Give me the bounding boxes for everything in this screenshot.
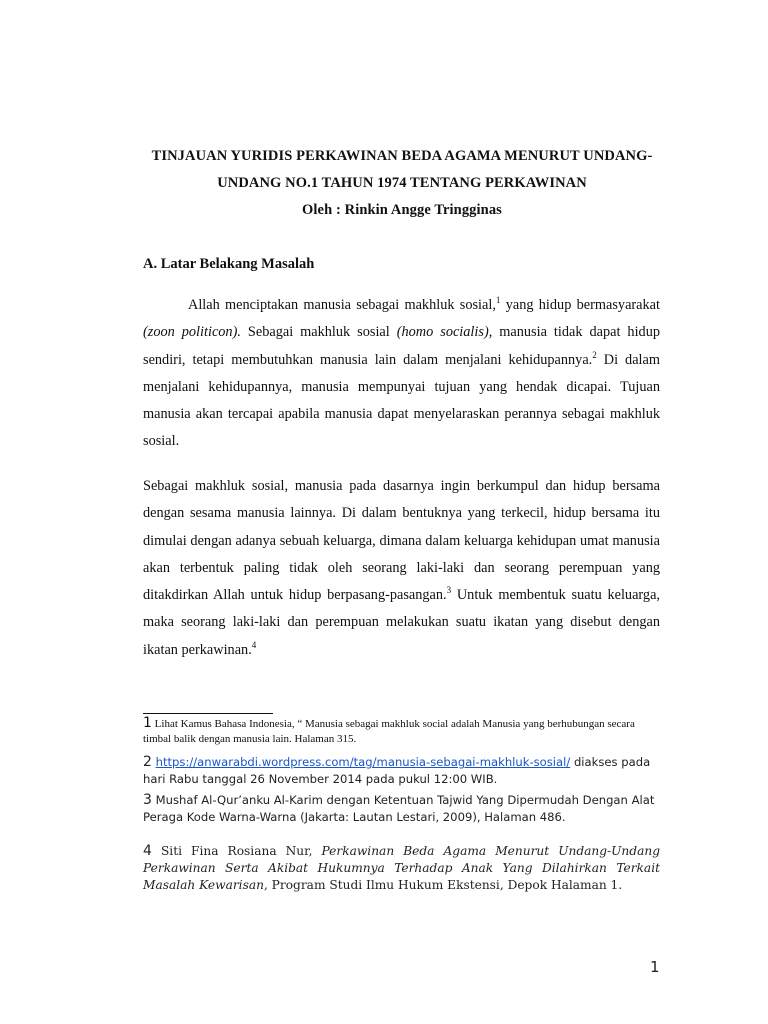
para-2-text: Sebagai makhluk sosial, manusia pada dasarnya ingin berkumpul dan hidup bersama dengan sesama manusia lainnya. Di dalam bentuknya yang terkecil, hidup bersama itu dimulai dengan adanya sebuah keluarga, dimana dalam keluarga kehidupan umat manusia akan terbentuk paling tidak oleh seorang laki-laki dan seorang perempuan yang ditakdirkan Allah untuk hidup berpasang-pasangan. xyxy=(143,478,660,604)
footnote-text: Lihat Kamus Bahasa Indonesia, “ Manusia sebagai makhluk social adalah Manusia yang berhubungan secara timbal balik dengan manusia lain. Halaman 315. xyxy=(143,718,635,745)
para-1-text: yang hidup bermasyarakat xyxy=(500,297,660,313)
document-title-line-2: UNDANG NO.1 TAHUN 1974 TENTANG PERKAWINAN xyxy=(217,175,587,191)
footnote-3 xyxy=(143,792,660,826)
footnote-italic-title: Perkawinan Beda Agama Menurut Undang-Undang Perkawinan Serta Akibat Hukumnya Terhadap Anak Yang Dilahirkan Terkait Masalah Kewarisan xyxy=(143,844,660,892)
para-1-italic-term: (zoon politicon). xyxy=(143,324,241,341)
section-heading: A. Latar Belakang Masalah xyxy=(143,256,315,272)
para-1-text: Sebagai makhluk sosial xyxy=(240,324,397,341)
para-1-text: manusia tidak dapat hidup sendiri, tetapi membutuhkan manusia lain dalam menjalani kehidupannya. xyxy=(143,324,660,368)
document-title-line-1: TINJAUAN YURIDIS PERKAWINAN BEDA AGAMA MENURUT UNDANG- xyxy=(151,148,653,164)
footnote-2 xyxy=(143,754,660,788)
footnote-text: Siti Fina Rosiana Nur, xyxy=(151,844,322,858)
footnote-text: Mushaf Al-Qur’anku Al-Karim dengan Ketentuan Tajwid Yang Dipermudah Dengan Alat Peraga Kode Warna-Warna (Jakarta: Lautan Lestari, 2009), Halaman 486. xyxy=(143,793,655,824)
footnote-4 xyxy=(143,843,660,894)
footnote-separator xyxy=(143,713,273,714)
footnote-text: , Program Studi Ilmu Hukum Ekstensi, Depok Halaman 1. xyxy=(263,878,623,892)
footnote-number: 4 xyxy=(143,843,152,859)
para-1-text: Di dalam menjalani kehidupannya, manusia mempunyai tujuan yang hendak dicapai. Tujuan manusia akan tercapai apabila manusia dapat menyelaraskan perannya sebagai makhluk sosial. xyxy=(143,351,660,450)
para-1-text: Allah menciptakan manusia sebagai makhluk sosial, xyxy=(188,297,496,313)
author-line: Oleh : Rinkin Angge Tringginas xyxy=(302,202,502,218)
footnote-1 xyxy=(143,716,660,747)
para-2-text: Untuk membentuk suatu keluarga, maka seorang laki-laki dan perempuan melakukan suatu ikatan yang disebut dengan ikatan perkawinan. xyxy=(143,587,660,658)
footnote-ref-2: 2 xyxy=(592,349,597,360)
para-1-italic-term: (homo socialis), xyxy=(396,324,493,341)
footnote-ref-1: 1 xyxy=(495,295,501,306)
footnote-number: 2 xyxy=(143,754,152,770)
footnote-number: 3 xyxy=(143,792,152,808)
footnote-text: diakses pada hari Rabu tanggal 26 November 2014 pada pukul 12:00 WIB. xyxy=(143,755,651,786)
body-paragraph-2 xyxy=(143,473,660,664)
body-paragraph-1 xyxy=(143,292,660,456)
footnote-ref-4: 4 xyxy=(251,640,257,651)
footnote-ref-3: 3 xyxy=(446,585,452,596)
footnote-url-link[interactable]: https://anwarabdi.wordpress.com/tag/manusia-sebagai-makhluk-sosial/ xyxy=(155,755,571,769)
footnote-number: 1 xyxy=(143,715,152,731)
page-number: 1 xyxy=(650,958,660,976)
